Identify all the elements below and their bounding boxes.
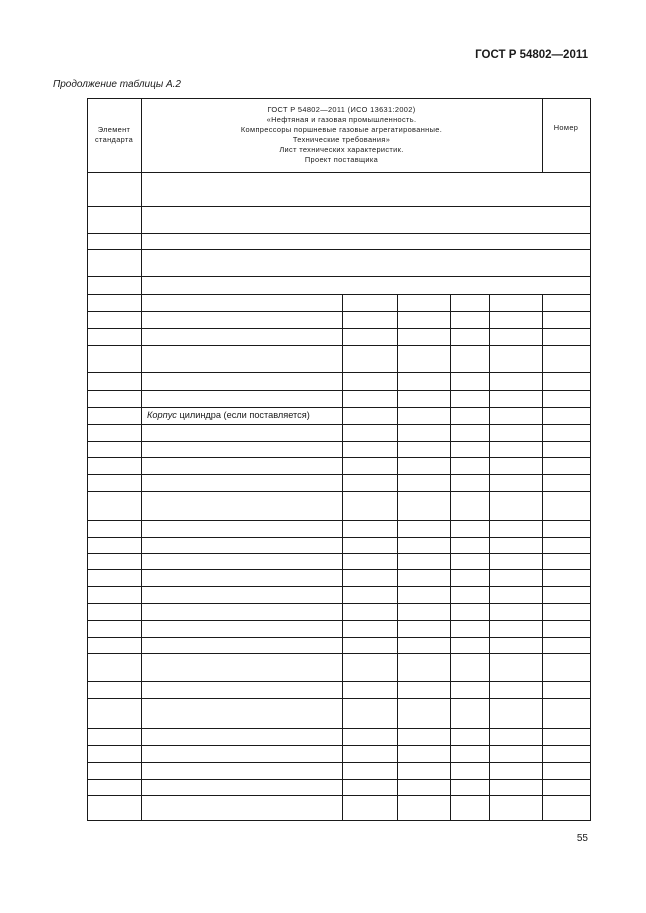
table-caption: Продолжение таблицы А.2 bbox=[53, 79, 181, 90]
row-description bbox=[141, 653, 342, 681]
element-code bbox=[87, 681, 141, 698]
row-description-italic: Корпус bbox=[147, 409, 177, 420]
row-description bbox=[141, 520, 342, 537]
row-description-rest: цилиндра (если поставляется) bbox=[176, 409, 310, 420]
element-code bbox=[87, 249, 141, 276]
element-code bbox=[87, 795, 141, 820]
element-code bbox=[87, 491, 141, 520]
value-column-divider bbox=[342, 762, 343, 779]
value-column-divider bbox=[397, 491, 398, 520]
element-code bbox=[87, 441, 141, 457]
element-code bbox=[87, 276, 141, 294]
value-column-divider bbox=[542, 586, 543, 603]
value-column-divider bbox=[489, 586, 490, 603]
value-column-divider bbox=[542, 745, 543, 762]
value-column-divider bbox=[489, 457, 490, 474]
value-column-divider bbox=[489, 779, 490, 795]
element-code bbox=[87, 294, 141, 311]
value-column-divider bbox=[397, 474, 398, 491]
value-column-divider bbox=[489, 311, 490, 328]
value-column-divider bbox=[450, 372, 451, 390]
element-code bbox=[87, 620, 141, 637]
value-column-divider bbox=[397, 441, 398, 457]
value-column-divider bbox=[489, 328, 490, 345]
row-number bbox=[40, 537, 76, 553]
row-number bbox=[40, 294, 76, 311]
value-column-divider bbox=[450, 491, 451, 520]
value-column-divider bbox=[489, 294, 490, 311]
value-column-divider bbox=[489, 553, 490, 569]
value-column-divider bbox=[542, 681, 543, 698]
value-column-divider bbox=[489, 537, 490, 553]
table-top-border bbox=[87, 98, 590, 99]
value-column-divider bbox=[489, 762, 490, 779]
row-number bbox=[40, 569, 76, 586]
value-column-divider bbox=[450, 653, 451, 681]
element-code bbox=[87, 653, 141, 681]
element-code bbox=[87, 745, 141, 762]
value-column-divider bbox=[542, 474, 543, 491]
value-column-divider bbox=[542, 569, 543, 586]
row-description bbox=[141, 779, 342, 795]
value-column-divider bbox=[397, 603, 398, 620]
row-number bbox=[40, 681, 76, 698]
row-description bbox=[141, 372, 342, 390]
row-description bbox=[141, 603, 342, 620]
value-column-divider bbox=[397, 407, 398, 424]
header-number-divider bbox=[542, 98, 543, 172]
table-right-border bbox=[590, 98, 591, 821]
element-code bbox=[87, 728, 141, 745]
row-description bbox=[141, 620, 342, 637]
row-description bbox=[141, 172, 590, 206]
row-number bbox=[40, 276, 76, 294]
value-column-divider bbox=[342, 745, 343, 762]
value-column-divider bbox=[397, 328, 398, 345]
page-number: 55 bbox=[576, 833, 588, 844]
value-column-divider bbox=[397, 745, 398, 762]
value-column-divider bbox=[542, 294, 543, 311]
value-column-divider bbox=[542, 424, 543, 441]
element-code bbox=[87, 520, 141, 537]
standard-code: ГОСТ Р 54802—2011 bbox=[475, 49, 588, 61]
value-column-divider bbox=[542, 390, 543, 407]
value-column-divider bbox=[342, 569, 343, 586]
row-number bbox=[40, 407, 76, 424]
value-column-divider bbox=[489, 637, 490, 653]
element-code bbox=[87, 779, 141, 795]
value-column-divider bbox=[542, 620, 543, 637]
value-column-divider bbox=[450, 474, 451, 491]
value-column-divider bbox=[397, 762, 398, 779]
row-number bbox=[40, 491, 76, 520]
value-column-divider bbox=[450, 441, 451, 457]
row-number bbox=[40, 457, 76, 474]
row-description bbox=[141, 491, 342, 520]
element-code bbox=[87, 390, 141, 407]
value-column-divider bbox=[489, 728, 490, 745]
row-number bbox=[40, 553, 76, 569]
row-number bbox=[40, 424, 76, 441]
row-description bbox=[141, 233, 590, 249]
element-code bbox=[87, 457, 141, 474]
element-code bbox=[87, 328, 141, 345]
value-column-divider bbox=[397, 681, 398, 698]
value-column-divider bbox=[542, 491, 543, 520]
row-description bbox=[141, 457, 342, 474]
row-description bbox=[141, 637, 342, 653]
value-column-divider bbox=[542, 728, 543, 745]
row-number bbox=[40, 762, 76, 779]
element-code bbox=[87, 553, 141, 569]
value-column-divider bbox=[397, 424, 398, 441]
row-number bbox=[40, 728, 76, 745]
value-column-divider bbox=[489, 620, 490, 637]
row-description bbox=[141, 728, 342, 745]
row-description bbox=[141, 328, 342, 345]
value-column-divider bbox=[342, 586, 343, 603]
value-column-divider bbox=[489, 441, 490, 457]
row-description bbox=[141, 553, 342, 569]
row-description bbox=[141, 441, 342, 457]
value-column-divider bbox=[542, 441, 543, 457]
element-code bbox=[87, 698, 141, 728]
value-column-divider bbox=[397, 537, 398, 553]
value-column-divider bbox=[342, 457, 343, 474]
value-column-divider bbox=[542, 637, 543, 653]
element-code bbox=[87, 586, 141, 603]
value-column-divider bbox=[489, 745, 490, 762]
value-column-divider bbox=[489, 407, 490, 424]
value-column-divider bbox=[397, 637, 398, 653]
value-column-divider bbox=[450, 569, 451, 586]
value-column-divider bbox=[342, 372, 343, 390]
value-column-divider bbox=[542, 698, 543, 728]
value-column-divider bbox=[542, 407, 543, 424]
section-heading bbox=[141, 276, 590, 294]
value-column-divider bbox=[489, 569, 490, 586]
element-code bbox=[87, 206, 141, 233]
value-column-divider bbox=[397, 569, 398, 586]
value-column-divider bbox=[542, 457, 543, 474]
value-column-divider bbox=[450, 537, 451, 553]
row-description bbox=[141, 206, 590, 233]
value-column-divider bbox=[342, 424, 343, 441]
value-column-divider bbox=[397, 311, 398, 328]
value-column-divider bbox=[397, 372, 398, 390]
value-column-divider bbox=[542, 345, 543, 372]
row-number bbox=[40, 795, 76, 820]
value-column-divider bbox=[542, 779, 543, 795]
row-number bbox=[40, 172, 76, 206]
element-code bbox=[87, 762, 141, 779]
value-column-divider bbox=[342, 698, 343, 728]
value-column-divider bbox=[489, 603, 490, 620]
value-column-divider bbox=[450, 424, 451, 441]
value-column-divider bbox=[342, 441, 343, 457]
element-code bbox=[87, 474, 141, 491]
value-column-divider bbox=[397, 345, 398, 372]
value-column-divider bbox=[450, 553, 451, 569]
value-column-divider bbox=[489, 474, 490, 491]
value-column-divider bbox=[542, 603, 543, 620]
value-column-divider bbox=[489, 390, 490, 407]
row-number bbox=[40, 441, 76, 457]
value-column-divider bbox=[342, 311, 343, 328]
value-column-divider bbox=[450, 328, 451, 345]
row-number bbox=[40, 249, 76, 276]
row-description bbox=[141, 698, 342, 728]
value-column-divider bbox=[450, 407, 451, 424]
element-code bbox=[87, 372, 141, 390]
row-description bbox=[141, 407, 342, 424]
value-column-divider bbox=[342, 728, 343, 745]
value-column-divider bbox=[450, 762, 451, 779]
value-column-divider bbox=[342, 407, 343, 424]
row-number bbox=[40, 328, 76, 345]
value-column-divider bbox=[342, 474, 343, 491]
row-divider bbox=[87, 820, 590, 821]
value-column-divider bbox=[450, 795, 451, 820]
value-column-divider bbox=[342, 681, 343, 698]
value-column-divider bbox=[397, 698, 398, 728]
value-column-divider bbox=[397, 620, 398, 637]
value-column-divider bbox=[397, 553, 398, 569]
element-code bbox=[87, 603, 141, 620]
value-column-divider bbox=[489, 520, 490, 537]
element-code bbox=[87, 569, 141, 586]
value-column-divider bbox=[489, 372, 490, 390]
value-column-divider bbox=[397, 390, 398, 407]
row-description bbox=[141, 745, 342, 762]
value-column-divider bbox=[450, 779, 451, 795]
row-number bbox=[40, 653, 76, 681]
row-number bbox=[40, 779, 76, 795]
value-column-divider bbox=[342, 795, 343, 820]
value-column-divider bbox=[342, 390, 343, 407]
row-description bbox=[141, 762, 342, 779]
value-column-divider bbox=[489, 698, 490, 728]
row-description bbox=[141, 345, 342, 372]
value-column-divider bbox=[450, 620, 451, 637]
element-code bbox=[87, 537, 141, 553]
row-description bbox=[141, 586, 342, 603]
value-column-divider bbox=[450, 637, 451, 653]
row-number bbox=[40, 520, 76, 537]
row-description bbox=[141, 249, 590, 276]
value-column-divider bbox=[450, 390, 451, 407]
row-number bbox=[40, 390, 76, 407]
row-number bbox=[40, 206, 76, 233]
value-column-divider bbox=[450, 457, 451, 474]
row-description bbox=[141, 537, 342, 553]
row-number bbox=[40, 311, 76, 328]
value-column-divider bbox=[489, 424, 490, 441]
element-code bbox=[87, 311, 141, 328]
value-column-divider bbox=[397, 457, 398, 474]
value-column-divider bbox=[542, 311, 543, 328]
element-code bbox=[87, 345, 141, 372]
value-column-divider bbox=[542, 653, 543, 681]
value-column-divider bbox=[342, 294, 343, 311]
value-column-divider bbox=[342, 637, 343, 653]
row-description bbox=[141, 569, 342, 586]
row-number bbox=[40, 637, 76, 653]
value-column-divider bbox=[342, 779, 343, 795]
value-column-divider bbox=[342, 653, 343, 681]
element-code bbox=[87, 424, 141, 441]
row-description bbox=[141, 681, 342, 698]
value-column-divider bbox=[450, 745, 451, 762]
value-column-divider bbox=[397, 779, 398, 795]
element-code bbox=[87, 637, 141, 653]
value-column-divider bbox=[450, 586, 451, 603]
value-column-divider bbox=[450, 345, 451, 372]
value-column-divider bbox=[342, 553, 343, 569]
row-number bbox=[40, 603, 76, 620]
value-column-divider bbox=[342, 520, 343, 537]
value-column-divider bbox=[450, 698, 451, 728]
value-column-divider bbox=[342, 603, 343, 620]
value-column-divider bbox=[397, 728, 398, 745]
row-number bbox=[40, 372, 76, 390]
value-column-divider bbox=[542, 537, 543, 553]
number-column-header: Номер bbox=[553, 123, 579, 132]
value-column-divider bbox=[397, 653, 398, 681]
value-column-divider bbox=[542, 762, 543, 779]
value-column-divider bbox=[342, 328, 343, 345]
row-number bbox=[40, 233, 76, 249]
value-column-divider bbox=[489, 491, 490, 520]
row-description bbox=[141, 311, 342, 328]
value-column-divider bbox=[542, 328, 543, 345]
document-title-header: ГОСТ Р 54802—2011 (ИСО 13631:2002) «Нефтяная и газовая промышленность. Компрессоры поршневые газовые агрегатированные. Технические требования» Лист технических характеристик. Проект поставщика bbox=[240, 105, 443, 164]
row-number bbox=[40, 745, 76, 762]
value-column-divider bbox=[489, 653, 490, 681]
value-column-divider bbox=[397, 586, 398, 603]
value-column-divider bbox=[342, 491, 343, 520]
value-column-divider bbox=[542, 795, 543, 820]
row-number bbox=[40, 474, 76, 491]
row-description bbox=[141, 795, 342, 820]
row-number bbox=[40, 345, 76, 372]
row-description bbox=[141, 294, 342, 311]
element-code bbox=[87, 233, 141, 249]
row-number bbox=[40, 620, 76, 637]
row-description bbox=[141, 474, 342, 491]
value-column-divider bbox=[450, 311, 451, 328]
value-column-divider bbox=[397, 520, 398, 537]
value-column-divider bbox=[542, 553, 543, 569]
element-code bbox=[87, 407, 141, 424]
value-column-divider bbox=[342, 345, 343, 372]
value-column-divider bbox=[450, 728, 451, 745]
value-column-divider bbox=[450, 520, 451, 537]
value-column-divider bbox=[489, 795, 490, 820]
element-code bbox=[87, 172, 141, 206]
value-column-divider bbox=[489, 681, 490, 698]
value-column-divider bbox=[450, 681, 451, 698]
value-column-divider bbox=[450, 603, 451, 620]
row-description bbox=[141, 424, 342, 441]
value-column-divider bbox=[397, 795, 398, 820]
element-column-header: Элемент стандарта bbox=[94, 125, 134, 144]
row-description bbox=[141, 390, 342, 407]
value-column-divider bbox=[542, 372, 543, 390]
row-number bbox=[40, 586, 76, 603]
row-number bbox=[40, 698, 76, 728]
value-column-divider bbox=[342, 537, 343, 553]
value-column-divider bbox=[450, 294, 451, 311]
value-column-divider bbox=[489, 345, 490, 372]
value-column-divider bbox=[397, 294, 398, 311]
value-column-divider bbox=[542, 520, 543, 537]
value-column-divider bbox=[342, 620, 343, 637]
